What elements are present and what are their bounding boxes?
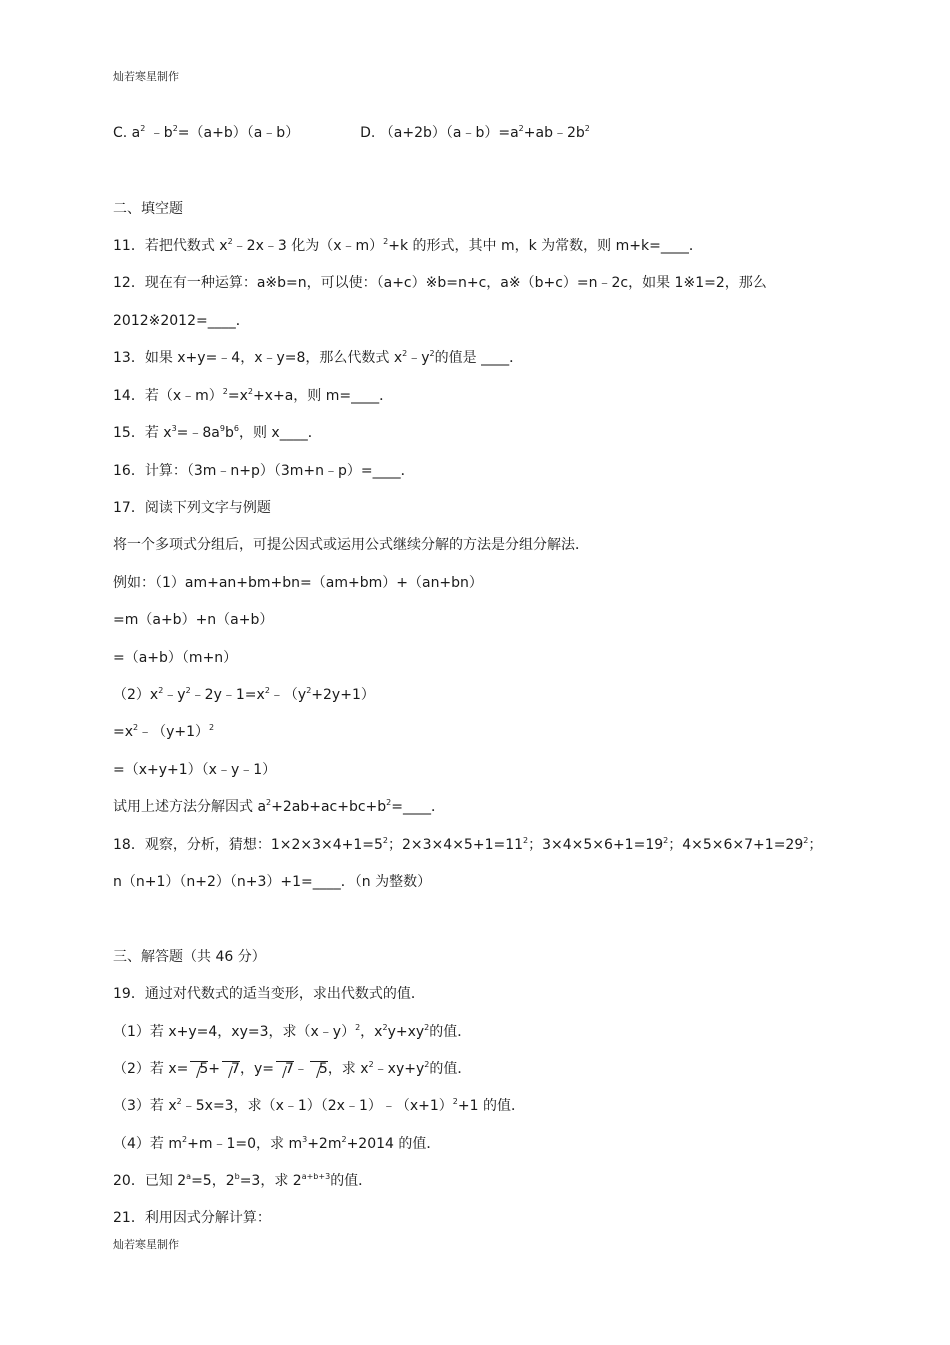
question-11: 11．若把代数式 $x^2﹣2x﹣3$ 化为（x﹣m）$^2$+k 的形式，其中 m，k 为常数，则 m+k=____． bbox=[113, 237, 703, 254]
question-18-line2: n（n+1）（n+2）（n+3）+1=____．（n 为整数） bbox=[113, 874, 432, 890]
question-17-title: 17．阅读下列文字与例题 bbox=[113, 500, 271, 516]
option-row-c-d bbox=[113, 124, 590, 142]
question-17-example-5: $=x^2﹣(y+1)^2$ bbox=[113, 723, 215, 740]
sqrt-7: 7 bbox=[222, 1061, 240, 1077]
question-19-part-3: （3）若 $x^2﹣5x=3$，求$(x﹣1)(2x﹣1)﹣(x+1)^2+1$ 的值． bbox=[113, 1097, 525, 1114]
question-12-line2: 2012※2012=____． bbox=[113, 313, 250, 329]
question-19-part-2: （2）若 x= 5+ 7，y= 7﹣ 5，求 $x^2﹣xy+y^2$的值． bbox=[113, 1060, 472, 1077]
page-footer: 灿若寒星制作 bbox=[113, 1238, 179, 1251]
question-17-example-6: =（x+y+1）（x﹣y﹣1） bbox=[113, 762, 277, 778]
page-header: 灿若寒星制作 bbox=[113, 70, 179, 83]
question-17-example-3: =（a+b）（m+n） bbox=[113, 650, 238, 666]
question-19-title: 19．通过对代数式的适当变形，求出代数式的值． bbox=[113, 986, 425, 1002]
question-15: 15．若 $x^3=﹣8a^9b^6$，则 x____． bbox=[113, 424, 322, 441]
question-13: 13．如果 x+y=﹣4，x﹣y=8，那么代数式 $x^2﹣y^2$的值是 ____． bbox=[113, 349, 524, 366]
option-c: C. $a^2$ $﹣b^2=(a+b)(a﹣b)$ bbox=[113, 124, 300, 141]
question-12-line1: 12．现在有一种运算：a※b=n，可以使：（a+c）※b=n+c，a※（b+c）=n﹣2c，如果 1※1=2，那么 bbox=[113, 275, 767, 291]
question-17-description: 将一个多项式分组后，可提公因式或运用公式继续分解的方法是分组分解法． bbox=[113, 537, 589, 553]
question-14: 14．若$(x﹣m)^2=x^2+x+a$，则 m=____． bbox=[113, 387, 394, 404]
question-16: 16．计算：（3m﹣n+p）（3m+n﹣p）=____． bbox=[113, 463, 415, 479]
question-19-part-1: （1）若 x+y=4，xy=3，求（x﹣y）$^2$，$x^2y+xy^2$的值． bbox=[113, 1023, 472, 1040]
question-17-example-2: =m（a+b）+n（a+b） bbox=[113, 612, 274, 628]
question-18-line1: 18．观察，分析，猜想：$1\times 2\times 3\times 4+1=5^2$；$2\times 3\times 4\times 5+1=11^2$；$3\times 4\times 5\times 6+1=19^2$；$4\times 5\times 6\times 7+1=29^2$； bbox=[113, 836, 823, 853]
section-title-solutions: 三、解答题（共 46 分） bbox=[113, 949, 266, 965]
question-17-example-4: $(2)x^2﹣y^2﹣2y﹣1=x^2﹣(y^2+2y+1)$ bbox=[113, 686, 375, 703]
question-17-task: 试用上述方法分解因式 $a^2+2ab+ac+bc+b^2=\_\_\_\_$． bbox=[113, 798, 445, 815]
sqrt-5: 5 bbox=[310, 1061, 328, 1077]
question-21: 21．利用因式分解计算： bbox=[113, 1210, 271, 1226]
sqrt-7: 7 bbox=[276, 1061, 294, 1077]
question-19-part-4: （4）若 $m^2+m﹣1=0$，求 $m^3+2m^2+2014$ 的值． bbox=[113, 1135, 441, 1152]
question-20: 20．已知 $2^a=5$，$2^b=3$，求 $2^{a+b+3}$的值． bbox=[113, 1172, 373, 1189]
section-title-fill-blank: 二、填空题 bbox=[113, 201, 183, 217]
question-17-example-1: 例如：（1）am+an+bm+bn=（am+bm）+（an+bn） bbox=[113, 575, 483, 591]
sqrt-5: 5 bbox=[190, 1061, 208, 1077]
option-d: D. $(a+2b)(a﹣b)=a^2+ab﹣2b^2$ bbox=[360, 124, 590, 141]
